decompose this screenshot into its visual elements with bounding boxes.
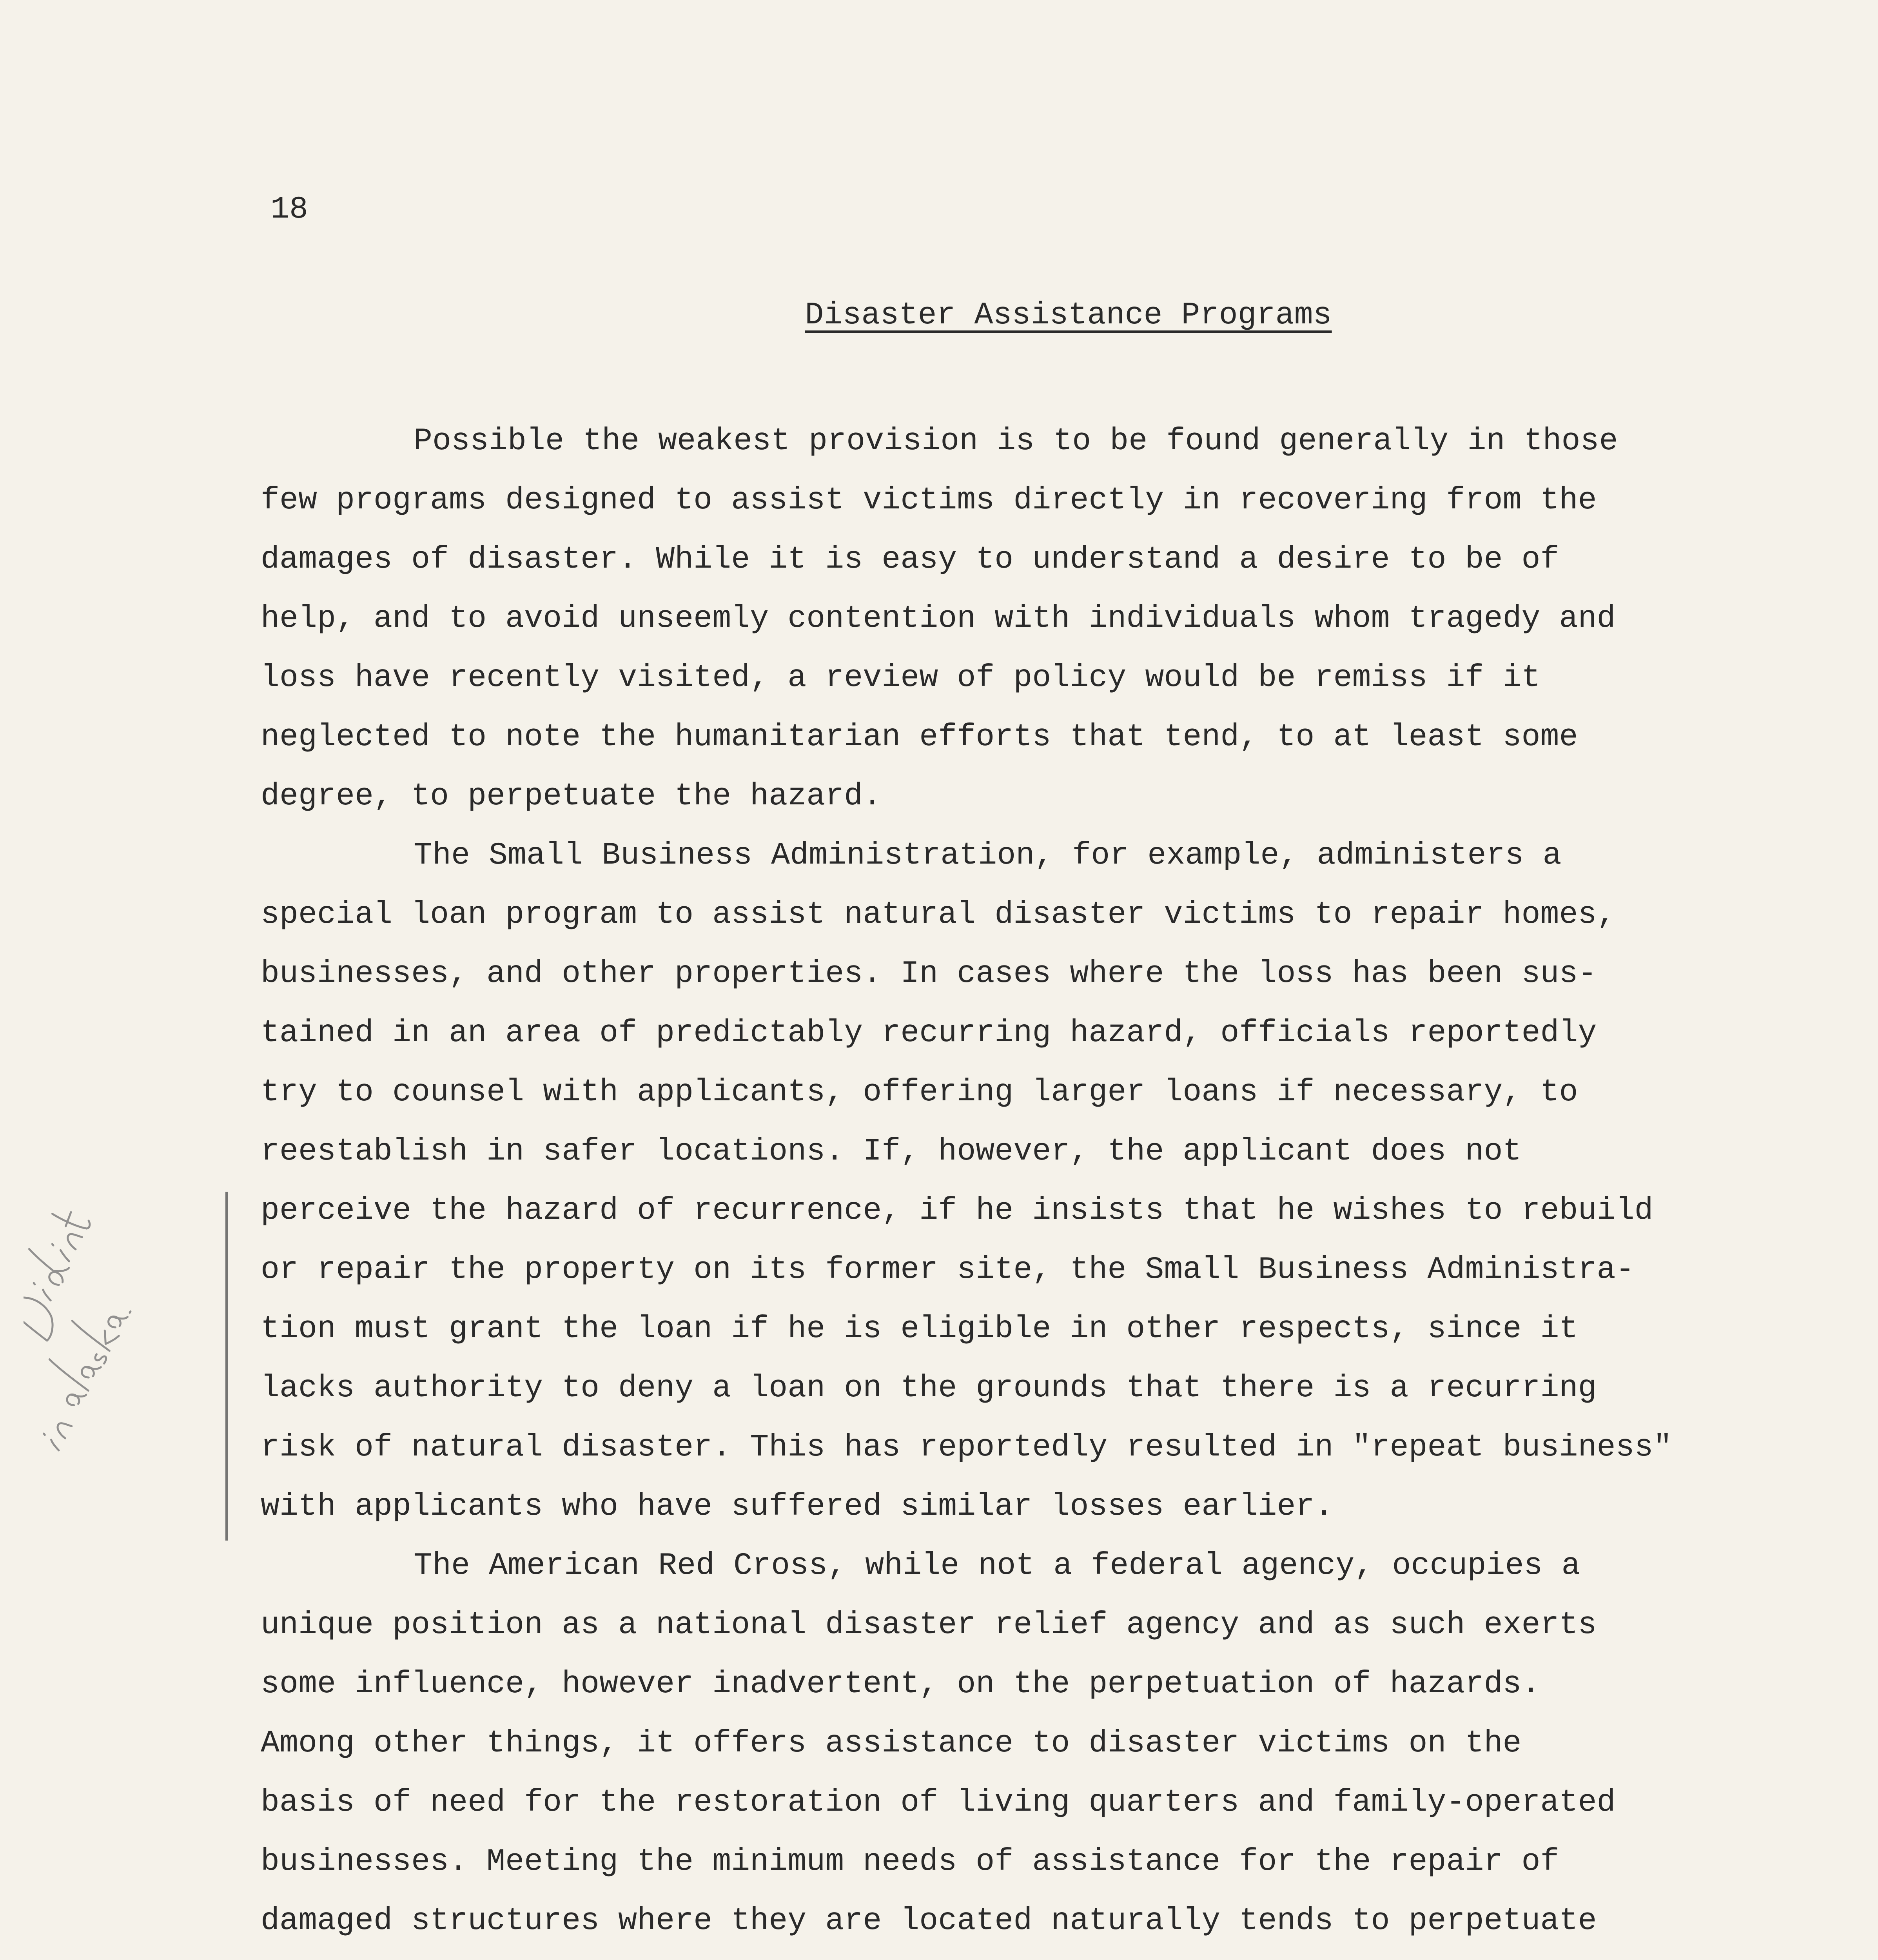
text-line: tained in an area of predictably recurring hazard, officials reportedly [261,1015,1597,1051]
text-line: Among other things, it offers assistance to disaster victims on the [261,1726,1522,1761]
section-title [0,300,1878,331]
text-line: neglected to note the humanitarian efforts that tend, to at least some [261,719,1578,755]
text-line: lacks authority to deny a loan on the grounds that there is a recurring [261,1370,1597,1406]
text-line: loss have recently visited, a review of policy would be remiss if it [261,660,1541,696]
paragraph-1 [261,412,1750,826]
body-text [261,412,1750,1960]
paragraph-2 [261,826,1750,1536]
text-line: or repair the property on its former site, the Small Business Administra- [261,1252,1635,1288]
section-title-text: Disaster Assistance Programs [805,298,1332,333]
text-line: damaged structures where they are located naturally tends to perpetuate [261,1903,1597,1939]
text-line: damages of disaster. While it is easy to understand a desire to be of [261,542,1559,577]
text-line: reestablish in safer locations. If, however, the applicant does not [261,1134,1522,1169]
text-line: businesses. Meeting the minimum needs of assistance for the repair of [261,1844,1559,1880]
text-line: special loan program to assist natural disaster victims to repair homes, [261,897,1616,933]
text-line: Possible the weakest provision is to be found generally in those [414,423,1618,459]
handwritten-margin-note [24,1200,243,1474]
page-number: 18 [270,192,308,227]
text-line: basis of need for the restoration of living quarters and family-operated [261,1785,1616,1820]
text-line: some influence, however inadvertent, on the perpetuation of hazards. [261,1666,1541,1702]
text-line: help, and to avoid unseemly contention with individuals whom tragedy and [261,601,1616,637]
text-line: tion must grant the loan if he is eligible in other respects, since it [261,1311,1578,1347]
text-line: with applicants who have suffered similar losses earlier. [261,1489,1334,1524]
margin-bracket-line [225,1192,228,1541]
paragraph-3 [261,1536,1750,1960]
text-line: businesses, and other properties. In cases where the loss has been sus- [261,956,1597,992]
text-line: risk of natural disaster. This has reportedly resulted in "repeat business" [261,1430,1672,1465]
text-line: try to counsel with applicants, offering larger loans if necessary, to [261,1074,1578,1110]
text-line [261,1951,1750,1960]
text-line: perceive the hazard of recurrence, if he insists that he wishes to rebuild [261,1193,1653,1229]
text-line: few programs designed to assist victims directly in recovering from the [261,483,1597,518]
text-line: The Small Business Administration, for example, administers a [414,838,1562,873]
text-line: unique position as a national disaster relief agency and as such exerts [261,1607,1597,1643]
text-line: The American Red Cross, while not a federal agency, occupies a [414,1548,1580,1584]
text-line: degree, to perpetuate the hazard. [261,779,882,814]
